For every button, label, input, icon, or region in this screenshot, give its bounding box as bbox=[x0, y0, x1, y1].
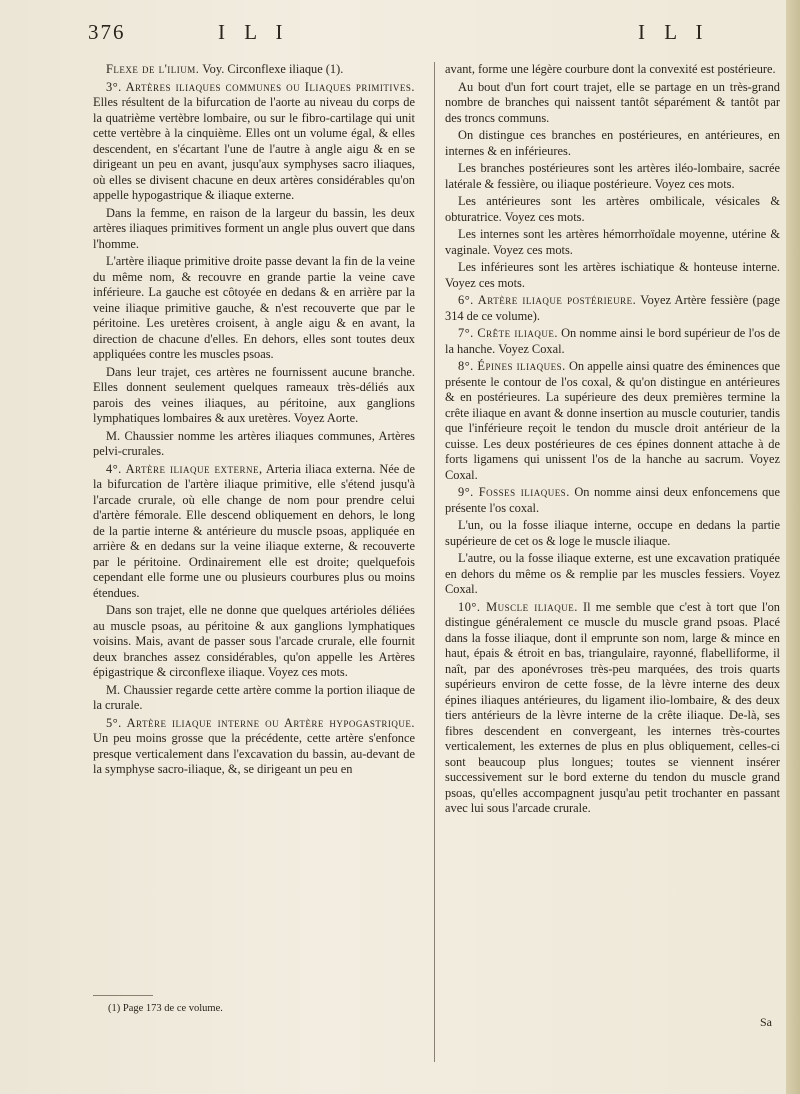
page-number: 376 bbox=[88, 20, 126, 44]
running-head-right: I L I bbox=[638, 20, 710, 44]
entry-heading: 9°. Fosses iliaques. bbox=[458, 485, 570, 499]
paragraph bbox=[93, 462, 415, 602]
paragraph-text: Dans leur trajet, ces artères ne fournissent aucune branche. Elles donnent seulement quelques rameaux très-déliés aux parois des veines iliaques, au péritoine, aux ganglions lymphatiques lombaires & aux uretères. Voyez Aorte. bbox=[93, 364, 415, 425]
entry-heading: 8°. Épines iliaques. bbox=[458, 359, 566, 373]
paragraph bbox=[445, 600, 780, 817]
paragraph-text: On nomme ainsi deux enfoncemens que présente l'os coxal. bbox=[445, 485, 780, 515]
entry-heading: 4°. Artère iliaque externe, bbox=[106, 461, 263, 476]
paragraph bbox=[445, 293, 780, 324]
paragraph-text: Les branches postérieures sont les artères iléo-lombaire, sacrée latérale & fessière, ou iliaque postérieure. Voyez ces mots. bbox=[445, 161, 780, 191]
entry-heading: Flexe de l'ilium. bbox=[106, 62, 200, 76]
paragraph-text: L'autre, ou la fosse iliaque externe, est une excavation pratiquée en dehors du même os & remplie par les muscles fessiers. Voyez Coxal. bbox=[445, 551, 780, 596]
entry-heading: 7°. Crête iliaque. bbox=[458, 326, 558, 340]
paragraph bbox=[445, 518, 780, 549]
paragraph-text: On distingue ces branches en postérieures, en antérieures, en internes & en inférieures. bbox=[445, 128, 780, 158]
paragraph-text: Les antérieures sont les artères ombilicale, vésicales & obturatrice. Voyez ces mots. bbox=[445, 194, 780, 224]
paragraph bbox=[93, 365, 415, 427]
left-column bbox=[93, 62, 415, 780]
running-head-left: I L I bbox=[218, 20, 290, 44]
paragraph-text: On appelle ainsi quatre des éminences que présente le contour de l'os coxal, & qu'on distingue en antérieures & en postérieures. La supérieure des deux premières termine la crête iliaque en avant & donne insertion au muscle couturier, tandis que l'inférieure reçoit le tendon du muscle droit antérieur de la cuisse. Les deux postérieures de ces épines donnent attache à de forts ligamens qui unissent l'os de la hanche au sacrum. Voyez Coxal. bbox=[445, 359, 781, 482]
page-edge bbox=[786, 0, 800, 1094]
paragraph-text: Il me semble que c'est à tort que l'on distingue généralement ce muscle du muscle grand psoas. Placé dans la fosse iliaque, dont il emprunte son nom, large & mince en haut, épais & étroit en bas, triangulaire, rayonné, flabelliforme, il naît, par des aponévroses très-peu marquées, des trois quarts supérieurs environ de cette fosse, de la lèvre interne des deux épines iliaques antérieures, du ligament ilio-lombaire, & des deux tiers antérieurs de la lèvre interne de la crête iliaque. De-là, ses fibres descendent en convergeant, les internes très-courtes verticalement, les externes de plus en plus obliquement, celles-ci sont beaucoup plus longues; toutes se viennent insérer successivement sur le bord externe du tendon du muscle grand psoas, qu'elles accompagnent jusqu'au petit trochanter en passant avec lui sous l'arcade crurale. bbox=[445, 599, 780, 815]
paragraph-text: avant, forme une légère courbure dont la convexité est postérieure. bbox=[445, 62, 776, 76]
paragraph-text: M. Chaussier nomme les artères iliaques communes, Artères pelvi-crurales. bbox=[93, 428, 415, 458]
paragraph bbox=[445, 128, 780, 159]
paragraph-text: Au bout d'un fort court trajet, elle se partage en un très-grand nombre de branches qui naissent tantôt séparément & tantôt par des troncs communs. bbox=[445, 79, 780, 125]
paragraph-text: On nomme ainsi le bord supérieur de l'os de la hanche. Voyez Coxal. bbox=[445, 326, 780, 356]
paragraph bbox=[445, 260, 780, 291]
paragraph bbox=[445, 80, 780, 127]
entry-heading: 10°. Muscle iliaque. bbox=[458, 599, 578, 614]
paragraph-text: Voyez Artère fessière (page 314 de ce volume). bbox=[445, 293, 780, 323]
paragraph bbox=[445, 551, 780, 598]
paragraph bbox=[445, 326, 780, 357]
paragraph-text: Dans la femme, en raison de la largeur du bassin, les deux artères iliaques primitives forment un angle plus ouvert que dans l'homme. bbox=[93, 205, 415, 251]
paragraph bbox=[93, 429, 415, 460]
paragraph bbox=[93, 603, 415, 681]
paragraph bbox=[93, 80, 415, 204]
paragraph bbox=[445, 194, 780, 225]
paragraph-text: Arteria iliaca externa. Née de la bifurcation de l'artère iliaque primitive, elle s'étend jusqu'à l'arcade crurale, où elle change de nom pour prendre celui d'artère fémorale. Elle descend obliquement en dehors, le long de la partie interne & antérieure du muscle psoas, appliquée en arrière & en dedans sur la veine iliaque externe, & recouverte par le péritoine. Ordinairement elle est droite; quelquefois cependant elle forme une ou plusieurs courbures plus ou moins étendues. bbox=[93, 461, 415, 600]
paragraph bbox=[445, 161, 780, 192]
paragraph bbox=[445, 62, 780, 78]
paragraph-text: Un peu moins grosse que la précédente, cette artère s'enfonce presque verticalement dans l'excavation du bassin, au-devant de la symphyse sacro-iliaque, &, se dirigeant un peu en bbox=[93, 731, 415, 776]
paragraph-text: M. Chaussier regarde cette artère comme la portion iliaque de la crurale. bbox=[93, 682, 415, 712]
paragraph-text: Elles résultent de la bifurcation de l'aorte au niveau du corps de la quatrième vertèbre lombaire, ou sur le fibro-cartilage qui unit cette vertèbre à la cinquième. Elles ont un volume égal, & elles descendent, en s'écartant l'une de l'autre à angle aigu & en se dirigeant un peu en avant, jusqu'aux symphyses sacro iliaques, où elles se divisent chacune en deux artères considérables qu'on appelle hypogastrique & iliaque externe. bbox=[93, 95, 415, 202]
paragraph bbox=[93, 683, 415, 714]
paragraph bbox=[445, 227, 780, 258]
paragraph-text: Dans son trajet, elle ne donne que quelques artérioles déliées au muscle psoas, au péritoine & aux ganglions lymphatiques voisins. Mais, avant de passer sous l'arcade crurale, elle fournit deux branches assez considérables, qu'on appelle les Artères épigastrique & circonflexe iliaque. Voyez ces mots. bbox=[93, 603, 415, 679]
paragraph bbox=[445, 359, 780, 483]
paragraph bbox=[93, 206, 415, 253]
paragraph-text: Voy. Circonflexe iliaque (1). bbox=[199, 62, 344, 76]
entry-heading: 5°. Artère iliaque interne ou Artère hypogastrique. bbox=[106, 715, 415, 730]
paragraph bbox=[93, 254, 415, 363]
paragraph-text: Les inférieures sont les artères ischiatique & honteuse interne. Voyez ces mots. bbox=[445, 260, 780, 290]
footnote-rule bbox=[93, 995, 153, 996]
column-divider bbox=[434, 62, 435, 1062]
paragraph-text: Les internes sont les artères hémorrhoïdale moyenne, utérine & vaginale. Voyez ces mots. bbox=[445, 227, 780, 257]
paragraph-text: L'un, ou la fosse iliaque interne, occupe en dedans la partie supérieure de cet os & loge le muscle iliaque. bbox=[445, 518, 780, 548]
entry-heading: 6°. Artère iliaque postérieure. bbox=[458, 293, 637, 307]
paragraph bbox=[445, 485, 780, 516]
footnote: (1) Page 173 de ce volume. bbox=[108, 1003, 223, 1014]
right-column bbox=[445, 62, 780, 819]
paragraph bbox=[93, 62, 415, 78]
page-header bbox=[88, 20, 793, 50]
paragraph bbox=[93, 716, 415, 778]
catchword: Sa bbox=[760, 1015, 772, 1029]
paragraph-text: L'artère iliaque primitive droite passe devant la fin de la veine du même nom, & recouvre en grande partie la veine cave inférieure. La gauche est côtoyée en dedans & en arrière par la veine iliaque primitive gauche, & n'est recouverte que par le péritoine. Les uretères croisent, à angle aigu & en avant, la direction de chacune d'elles. En dehors, elles sont toutes deux appliquées contre les muscles psoas. bbox=[93, 254, 415, 361]
entry-heading: 3°. Artères iliaques communes ou Iliaques primitives. bbox=[106, 79, 415, 94]
